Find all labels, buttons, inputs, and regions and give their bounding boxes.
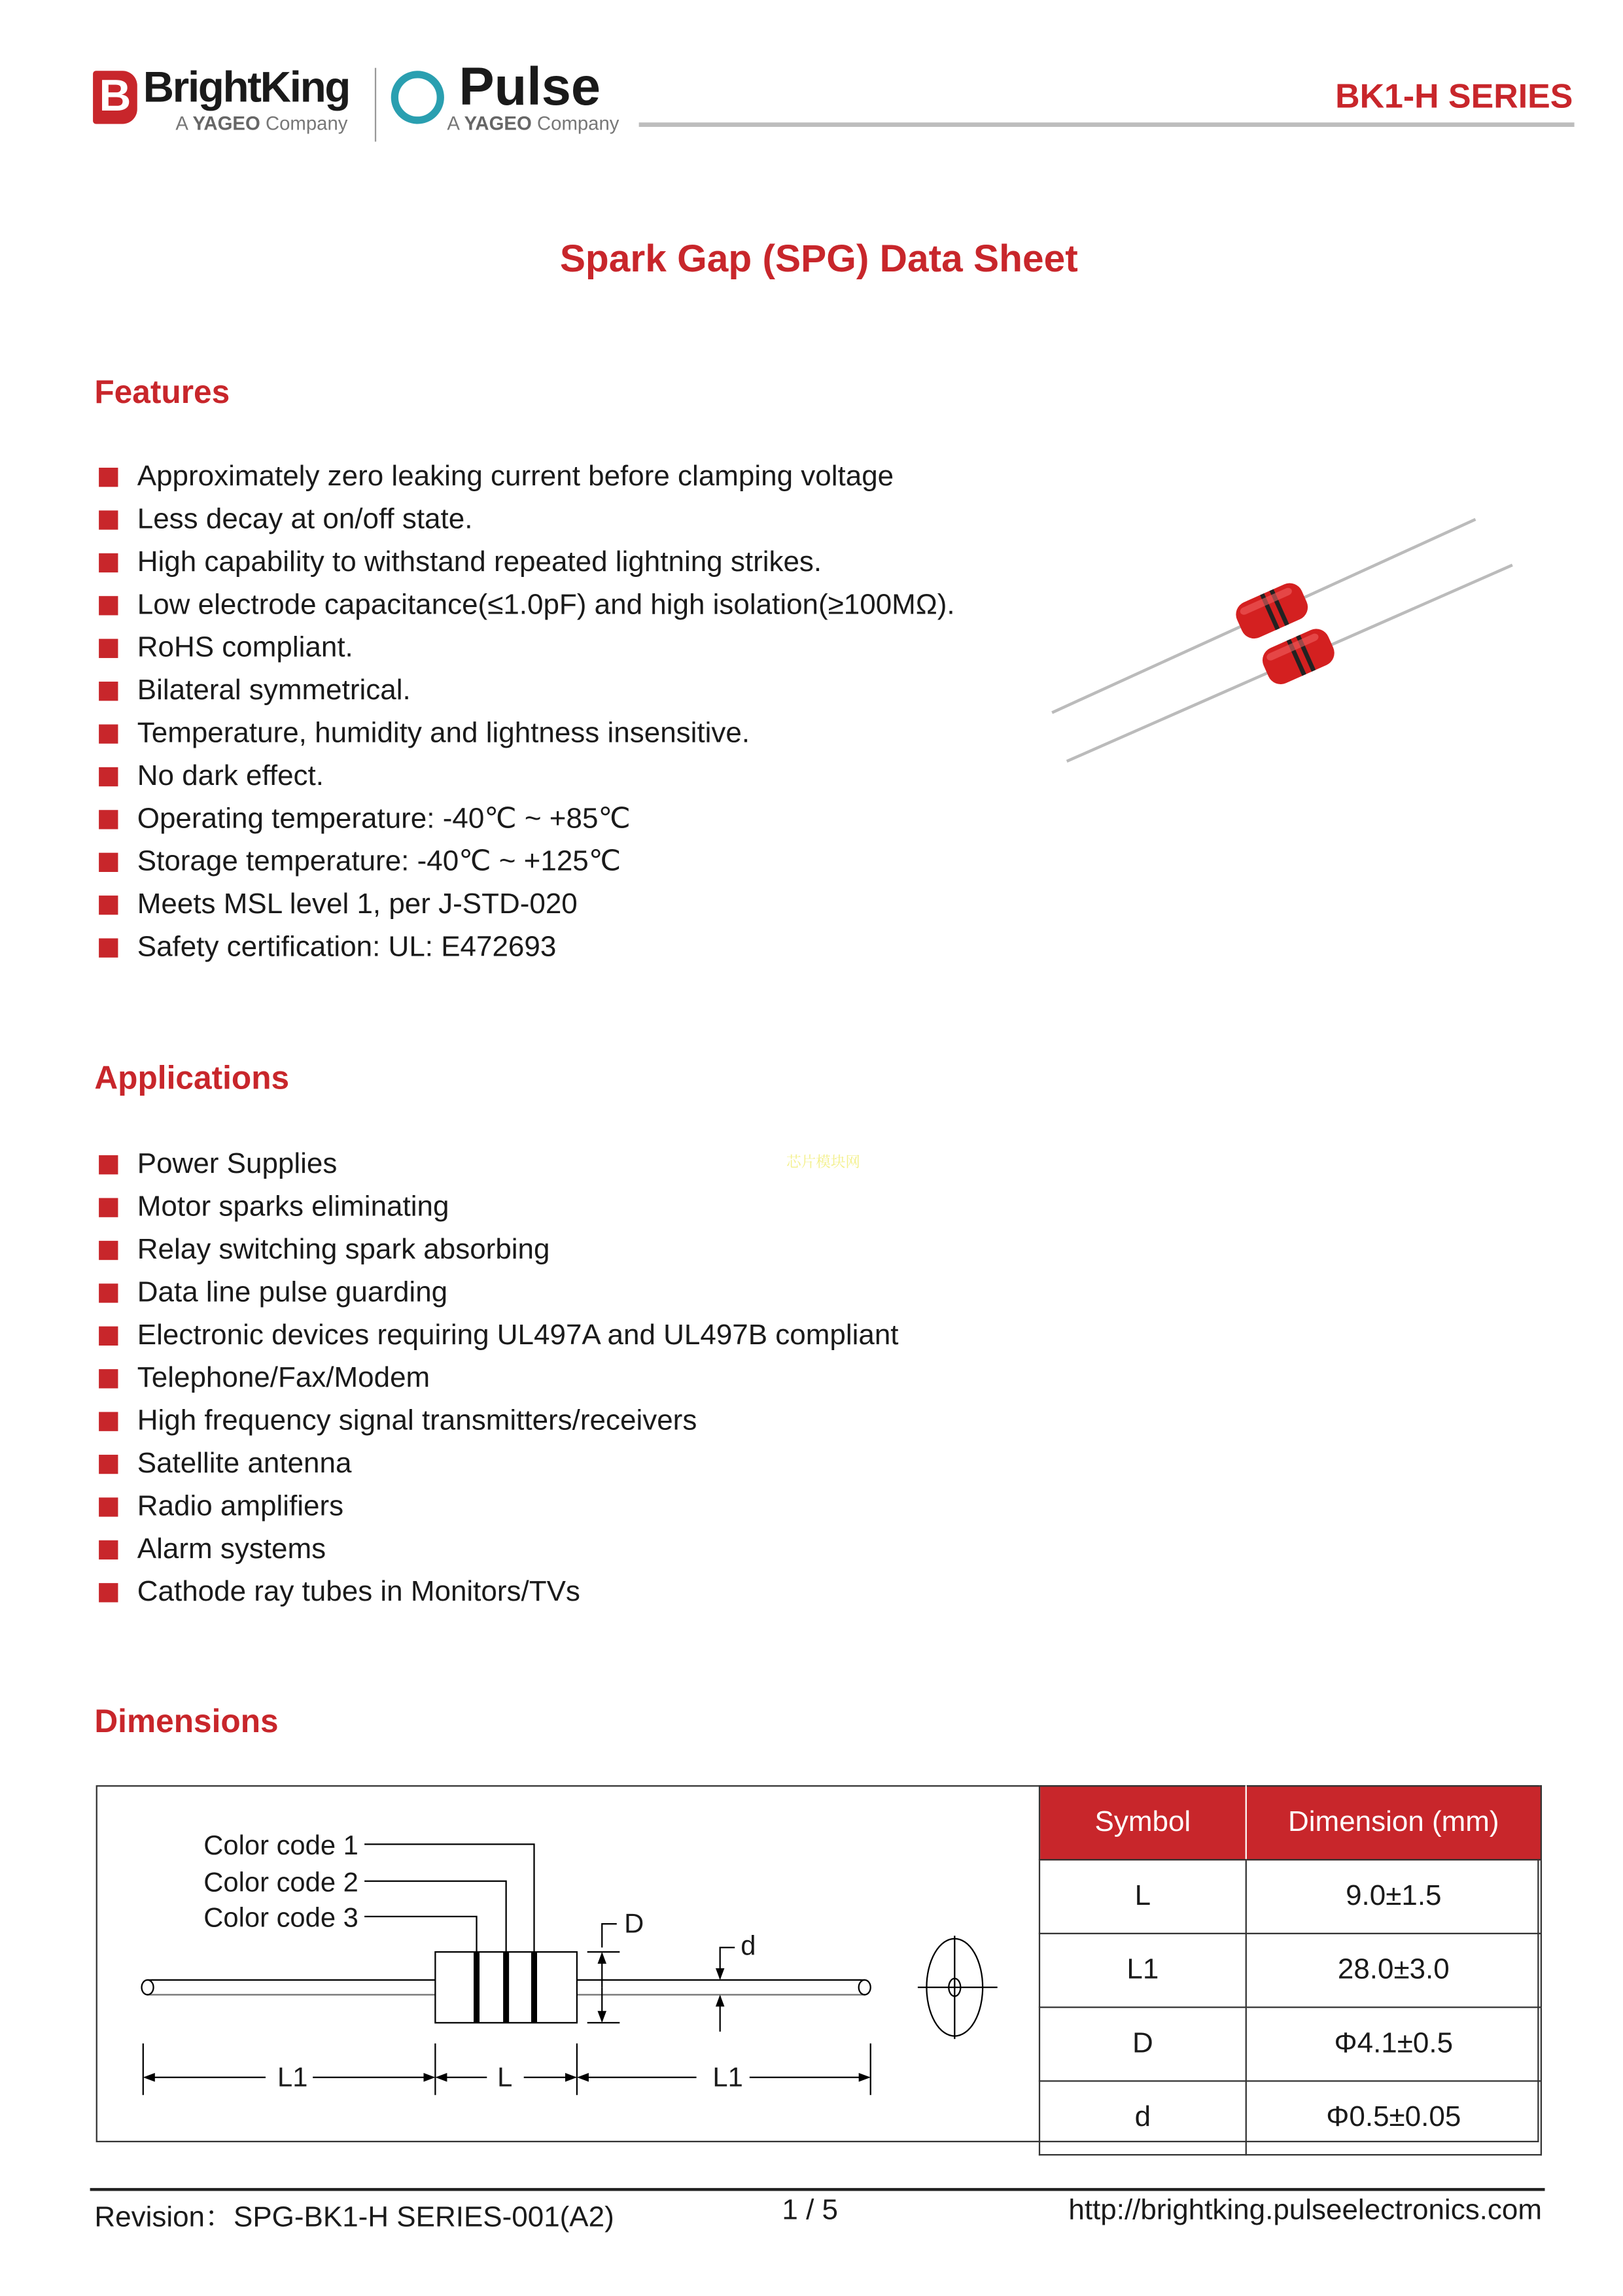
table-row — [1039, 2081, 1541, 2155]
application-item-text: Satellite antenna — [137, 1447, 352, 1480]
diameter-D-label: D — [624, 1907, 644, 1939]
brightking-tagline: A YAGEO Company — [175, 112, 348, 135]
application-item-text: Electronic devices requiring UL497A and UL497B compliant — [137, 1319, 899, 1352]
color-code-3-label: Color code 3 — [203, 1902, 358, 1933]
color-band-2 — [503, 1952, 509, 2023]
application-item-text: Power Supplies — [137, 1147, 338, 1181]
table-row — [1039, 2008, 1541, 2081]
brightking-name: BrightKing — [143, 65, 350, 113]
diameter-d-label: d — [741, 1930, 756, 1961]
table-row — [1039, 1860, 1541, 1934]
features-heading: Features — [94, 373, 230, 411]
dimensions-heading: Dimensions — [94, 1702, 279, 1740]
length-L-label: L — [497, 2061, 513, 2093]
length-L1-right-label: L1 — [712, 2061, 743, 2093]
symbol-cell: d — [1039, 2081, 1246, 2155]
feature-item-text: Temperature, humidity and lightness insensitive. — [137, 717, 750, 750]
symbol-cell: L1 — [1039, 1934, 1246, 2008]
applications-heading: Applications — [94, 1059, 290, 1096]
dimension-cell: 9.0±1.5 — [1246, 1860, 1541, 1934]
watermark: 芯片模块网 — [786, 1155, 860, 1172]
pulse-tagline: A YAGEO Company — [447, 112, 620, 135]
header-dimension: Dimension (mm) — [1246, 1786, 1541, 1860]
application-item-text: Radio amplifiers — [137, 1490, 344, 1523]
color-code-1-label: Color code 1 — [203, 1829, 358, 1861]
feature-item-text: High capability to withstand repeated lightning strikes. — [137, 546, 822, 579]
length-L1-left-label: L1 — [277, 2061, 308, 2093]
table-row — [1039, 1934, 1541, 2008]
footer-page-number: 1 / 5 — [782, 2193, 839, 2227]
feature-item-text: Meets MSL level 1, per J-STD-020 — [137, 888, 578, 921]
table-header-row — [1039, 1786, 1541, 1860]
color-code-3-leader — [364, 1917, 476, 1952]
footer-url[interactable]: http://brightking.pulseelectronics.com — [1068, 2193, 1542, 2227]
feature-item-text: No dark effect. — [137, 759, 324, 793]
symbol-cell: L — [1039, 1860, 1246, 1934]
color-code-2-label: Color code 2 — [203, 1866, 358, 1898]
feature-item-text: RoHS compliant. — [137, 631, 353, 664]
dimension-cell: 28.0±3.0 — [1246, 1934, 1541, 2008]
dimension-cell: Φ0.5±0.05 — [1246, 2081, 1541, 2155]
application-item-text: Alarm systems — [137, 1533, 326, 1566]
series-label: BK1-H SERIES — [1335, 77, 1573, 115]
application-item-text: Cathode ray tubes in Monitors/TVs — [137, 1575, 580, 1609]
symbol-cell: D — [1039, 2008, 1246, 2081]
pulse-logo-name: Pulse — [459, 56, 601, 117]
feature-item-text: Less decay at on/off state. — [137, 503, 473, 536]
application-item-text: Motor sparks eliminating — [137, 1191, 449, 1223]
feature-item-text: Approximately zero leaking current before clamping voltage — [137, 460, 894, 493]
color-band-3 — [474, 1952, 480, 2023]
header-symbol: Symbol — [1039, 1786, 1246, 1860]
feature-item-text: Safety certification: UL: E472693 — [137, 931, 557, 964]
feature-item-text: Bilateral symmetrical. — [137, 674, 411, 707]
application-item-text: High frequency signal transmitters/receivers — [137, 1404, 697, 1437]
application-item-text: Relay switching spark absorbing — [137, 1233, 550, 1266]
color-band-1 — [531, 1952, 537, 2023]
footer-revision: Revision：SPG-BK1-H SERIES-001(A2) — [94, 2201, 614, 2234]
brightking-mark-icon: B — [93, 71, 137, 124]
feature-item-text: Low electrode capacitance(≤1.0pF) and high isolation(≥100MΩ). — [137, 588, 955, 621]
dimensions-table — [1039, 1785, 1542, 2155]
application-item-text: Data line pulse guarding — [137, 1276, 448, 1309]
application-item-text: Telephone/Fax/Modem — [137, 1361, 430, 1395]
page-title: Spark Gap (SPG) Data Sheet — [559, 235, 1078, 281]
color-code-1-leader — [364, 1844, 534, 1952]
feature-item-text: Storage temperature: -40℃ ~ +125℃ — [137, 845, 621, 878]
feature-item-text: Operating temperature: -40℃ ~ +85℃ — [137, 802, 631, 835]
dimension-cell: Φ4.1±0.5 — [1246, 2008, 1541, 2081]
footer-rule — [90, 2188, 1545, 2191]
